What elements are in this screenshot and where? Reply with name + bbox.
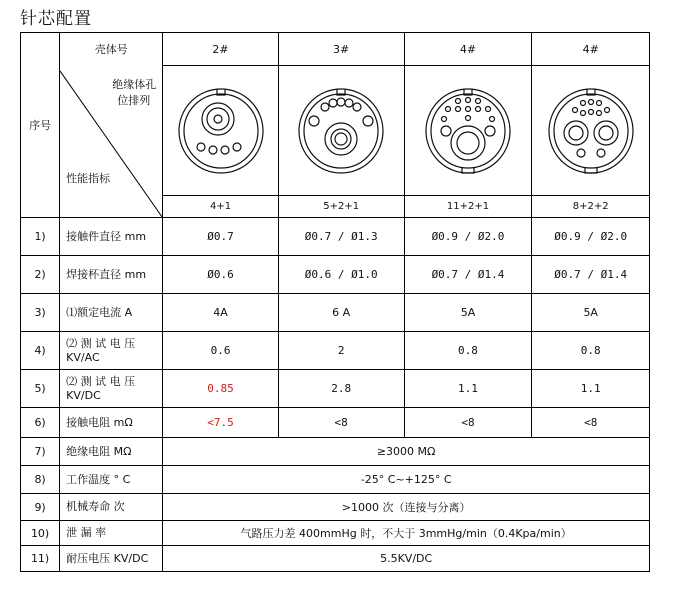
row-value: 1.1 [532, 370, 650, 408]
table-row [21, 546, 650, 572]
row-span-value: 5.5KV/DC [163, 546, 650, 572]
arrangement-header-line1: 绝缘体孔 [112, 78, 157, 91]
row-value: Ø0.9 / Ø2.0 [404, 218, 532, 256]
row-label: 耐压电压 KV/DC [60, 546, 163, 572]
row-value: Ø0.6 / Ø1.0 [278, 256, 404, 294]
table-row [21, 332, 650, 370]
row-value: Ø0.9 / Ø2.0 [532, 218, 650, 256]
diagonal-line [60, 33, 162, 217]
row-span-value: -25° C~+125° C [163, 466, 650, 494]
row-seq: 8) [21, 466, 60, 494]
row-value: 5A [404, 294, 532, 332]
row-value: 4A [163, 294, 278, 332]
shell-header: 壳体号 [94, 43, 128, 56]
row-value: Ø0.7 / Ø1.4 [532, 256, 650, 294]
row-value: 6 A [278, 294, 404, 332]
row-value: 0.8 [532, 332, 650, 370]
table-row [21, 494, 650, 521]
page-title: 针芯配置 [20, 9, 92, 29]
row-value: Ø0.6 [163, 256, 278, 294]
row-seq: 5) [21, 370, 60, 408]
shell-2: 2# [163, 33, 278, 66]
performance-header: 性能指标 [66, 172, 111, 185]
row-value: <8 [404, 408, 532, 438]
row-seq: 9) [21, 494, 60, 521]
shell-3: 3# [278, 33, 404, 66]
arrangement-header-line2: 位排列 [117, 94, 151, 107]
table-row [21, 294, 650, 332]
insert-8-2-2-icon [543, 83, 639, 179]
row-seq: 1) [21, 218, 60, 256]
layout-11-2-1: 11+2+1 [404, 196, 532, 218]
seq-header: 序号 [21, 33, 60, 218]
row-value-highlight: <7.5 [163, 408, 278, 438]
row-seq: 2) [21, 256, 60, 294]
insert-diagram-8-2-2 [532, 66, 650, 196]
row-label: 焊接杯直径 mm [60, 256, 163, 294]
row-value: 5A [532, 294, 650, 332]
table-row [21, 256, 650, 294]
layout-8-2-2: 8+2+2 [532, 196, 650, 218]
row-value: 1.1 [404, 370, 532, 408]
row-value: Ø0.7 / Ø1.4 [404, 256, 532, 294]
row-seq: 4) [21, 332, 60, 370]
layout-5-2-1: 5+2+1 [278, 196, 404, 218]
row-label: 机械寿命 次 [60, 494, 163, 521]
shell-4b: 4# [532, 33, 650, 66]
table-row [21, 521, 650, 546]
diagonal-header-cell [60, 33, 163, 218]
row-value: 2 [278, 332, 404, 370]
row-value: <8 [278, 408, 404, 438]
row-value-highlight: 0.85 [163, 370, 278, 408]
row-seq: 11) [21, 546, 60, 572]
row-label: 接触件直径 mm [60, 218, 163, 256]
layout-4-1: 4+1 [163, 196, 278, 218]
row-span-value: ≥3000 MΩ [163, 438, 650, 466]
row-span-value: 气路压力差 400mmHg 时，不大于 3mmHg/min（0.4Kpa/min） [163, 521, 650, 546]
row-seq: 7) [21, 438, 60, 466]
table-row [21, 438, 650, 466]
table-row [21, 218, 650, 256]
row-seq: 10) [21, 521, 60, 546]
row-value: <8 [532, 408, 650, 438]
row-label: 工作温度 ° C [60, 466, 163, 494]
insert-4-1-icon [173, 83, 269, 179]
insert-diagram-11-2-1 [404, 66, 532, 196]
row-label: ⑵ 测 试 电 压 KV/DC [60, 370, 163, 408]
insert-diagram-5-2-1 [278, 66, 404, 196]
insert-11-2-1-icon [420, 83, 516, 179]
insert-diagram-4-1 [163, 66, 278, 196]
row-value: Ø0.7 [163, 218, 278, 256]
table-row [21, 370, 650, 408]
pin-config-table [20, 32, 650, 572]
row-label: 绝缘电阻 MΩ [60, 438, 163, 466]
shell-4a: 4# [404, 33, 532, 66]
row-value: Ø0.7 / Ø1.3 [278, 218, 404, 256]
row-seq: 3) [21, 294, 60, 332]
row-label: 接触电阻 mΩ [60, 408, 163, 438]
row-span-value: >1000 次（连接与分离） [163, 494, 650, 521]
table-row [21, 466, 650, 494]
row-value: 0.6 [163, 332, 278, 370]
row-value: 2.8 [278, 370, 404, 408]
table-row [21, 408, 650, 438]
row-label: ⑴额定电流 A [60, 294, 163, 332]
row-seq: 6) [21, 408, 60, 438]
row-label: 泄 漏 率 [60, 521, 163, 546]
row-value: 0.8 [404, 332, 532, 370]
row-label: ⑵ 测 试 电 压 KV/AC [60, 332, 163, 370]
insert-5-2-1-icon [293, 83, 389, 179]
